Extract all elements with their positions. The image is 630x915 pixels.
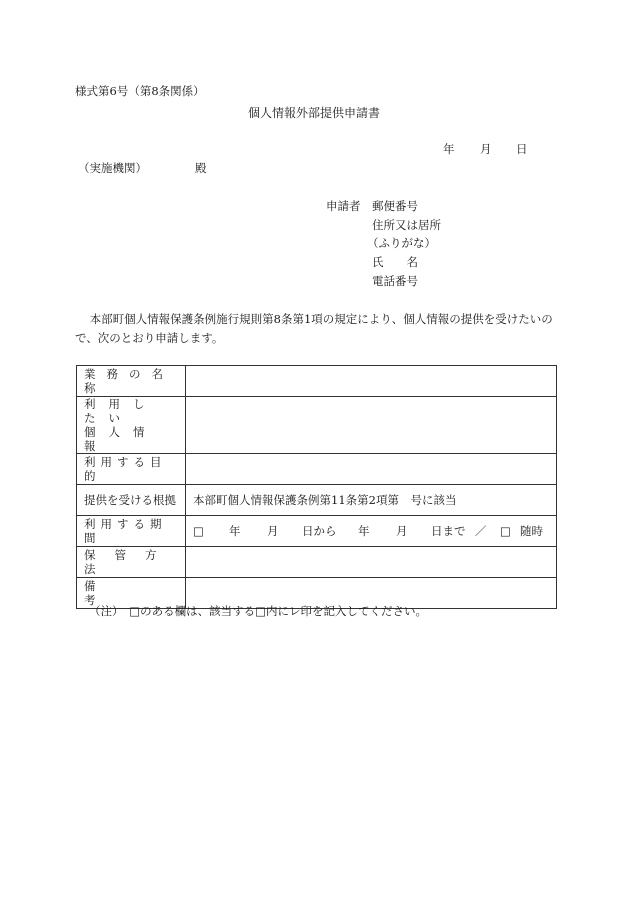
- date-month: 月: [480, 142, 492, 156]
- basis-label: 提供を受ける根拠: [84, 493, 176, 507]
- personal-info-value[interactable]: [186, 397, 557, 454]
- date-day: 日: [516, 142, 528, 156]
- business-name-value[interactable]: [186, 366, 557, 397]
- period-checkbox[interactable]: □: [193, 524, 204, 538]
- personal-info-label-line2: 個人情報: [84, 425, 158, 453]
- anytime-label: 随時: [520, 524, 543, 538]
- document-title: 個人情報外部提供申請書: [248, 106, 381, 120]
- applicant-name: 氏 名: [372, 255, 418, 269]
- body-paragraph: [75, 310, 560, 348]
- footnote: （注） □のある欄は、該当する□内にレ印を記入してください。: [89, 604, 427, 618]
- body-text: 本部町個人情報保護条例施行規則第8条第1項の規定により、個人情報の提供を受けたいので、次のとおり申請します。: [75, 312, 553, 345]
- applicant-phone: 電話番号: [372, 274, 418, 288]
- applicant-postal-code: 郵便番号: [372, 199, 418, 213]
- period-label: 利用する期間: [84, 517, 167, 545]
- purpose-label: 利用する目的: [84, 455, 167, 483]
- table-row: [77, 485, 557, 516]
- table-row: [77, 516, 557, 547]
- period-start-month: 月: [267, 524, 279, 538]
- recipient-label: （実施機関）: [78, 161, 147, 175]
- application-table: [76, 365, 557, 609]
- applicant-furigana: （ふりがな）: [367, 236, 436, 250]
- period-start-year: 年: [229, 524, 241, 538]
- remarks-label: [84, 579, 178, 607]
- form-number: 様式第6号（第8条関係）: [75, 84, 205, 98]
- storage-label: 保管方法: [84, 548, 176, 576]
- remarks-label-text: 備考: [84, 579, 160, 607]
- period-start-day: 日から: [302, 524, 337, 538]
- basis-value: 本部町個人情報保護条例第11条第2項第 号に該当: [186, 485, 557, 516]
- business-name-label: 業務の名称: [84, 367, 174, 395]
- date-year: 年: [443, 142, 455, 156]
- recipient-suffix: 殿: [195, 161, 207, 175]
- anytime-checkbox[interactable]: □: [500, 524, 511, 538]
- applicant-label: 申請者: [326, 199, 361, 213]
- table-row: [77, 547, 557, 578]
- personal-info-label-line1: 利用したい: [84, 397, 158, 425]
- period-end-month: 月: [396, 524, 408, 538]
- storage-value[interactable]: [186, 547, 557, 578]
- table-row: [77, 454, 557, 485]
- period-end-year: 年: [358, 524, 370, 538]
- period-separator: ／: [475, 524, 487, 538]
- period-value: [186, 516, 557, 547]
- table-row: [77, 397, 557, 454]
- applicant-address: 住所又は居所: [372, 218, 441, 232]
- table-row: [77, 366, 557, 397]
- purpose-value[interactable]: [186, 454, 557, 485]
- period-end-day: 日まで: [431, 524, 466, 538]
